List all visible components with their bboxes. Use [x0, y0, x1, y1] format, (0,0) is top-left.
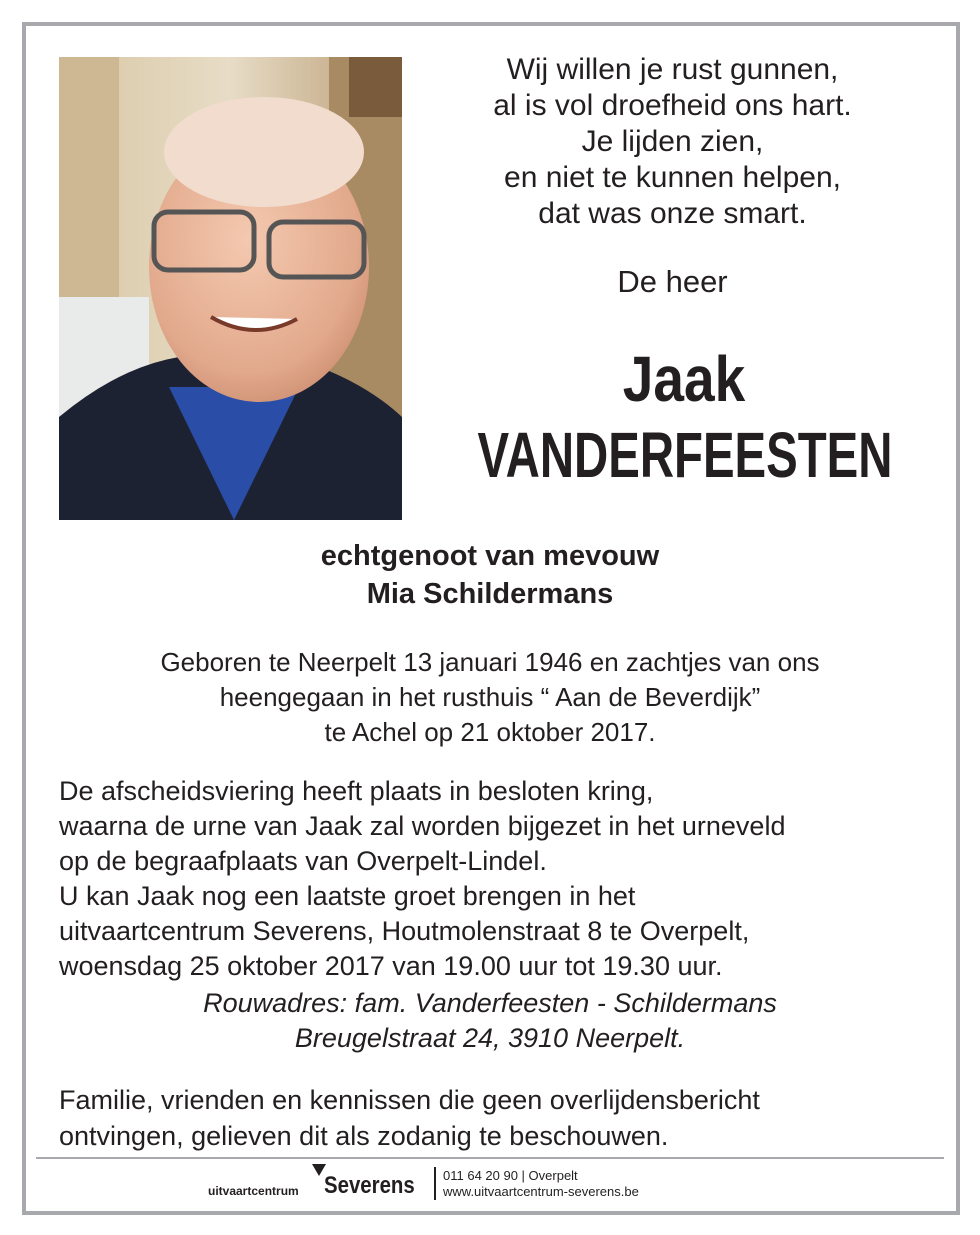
spouse-name: Mia Schildermans: [366, 578, 614, 610]
poem-line: al is vol droefheid ons hart.: [493, 89, 852, 122]
funeral-line: U kan Jaak nog een laatste groet brengen in het: [59, 881, 636, 911]
funeral-line: De afscheidsviering heeft plaats in besloten kring,: [59, 776, 654, 806]
notice-line: ontvingen, gelieven dit als zodanig te beschouwen.: [59, 1121, 669, 1151]
funeral-line: waarna de urne van Jaak zal worden bijgezet in het urneveld: [59, 811, 786, 841]
notice: [59, 1082, 939, 1154]
birth-death-details: [0, 645, 980, 750]
footer-divider: [36, 1157, 944, 1159]
poem-line: Wij willen je rust gunnen,: [506, 53, 839, 86]
address-line: Breugelstraat 24, 3910 Neerpelt.: [294, 1023, 686, 1053]
mourning-address: [0, 986, 980, 1056]
portrait-photo: [59, 57, 402, 520]
poem-line: en niet te kunnen helpen,: [504, 161, 841, 194]
funeral-line: op de begraafplaats van Overpelt-Lindel.: [59, 846, 547, 876]
website-link[interactable]: www.uitvaartcentrum-severens.be: [443, 1184, 639, 1199]
funeral-line: uitvaartcentrum Severens, Houtmolenstraat 8 te Overpelt,: [59, 916, 750, 946]
phone-line: 011 64 20 90 | Overpelt: [443, 1168, 578, 1183]
notice-line: Familie, vrienden en kennissen die geen overlijdensbericht: [59, 1085, 760, 1115]
footer-separator: [434, 1167, 436, 1200]
honorific: De heer: [617, 264, 728, 299]
address-line: Rouwadres: fam. Vanderfeesten - Schildermans: [203, 988, 777, 1018]
brand-small: uitvaartcentrum: [208, 1184, 299, 1198]
spouse-block: [0, 537, 980, 613]
detail-line: heengegaan in het rusthuis “ Aan de Beverdijk”: [219, 682, 761, 712]
footer: [0, 1162, 980, 1202]
last-name: VANDERFEESTEN: [477, 419, 893, 491]
spouse-line: echtgenoot van mevouw: [320, 540, 660, 572]
brand-name: Severens: [324, 1172, 415, 1199]
first-name: Jaak: [622, 343, 746, 415]
funeral-details: [59, 774, 939, 984]
poem-line: dat was onze smart.: [538, 197, 807, 230]
detail-line: Geboren te Neerpelt 13 januari 1946 en zachtjes van ons: [160, 647, 820, 677]
poem: [460, 52, 885, 232]
detail-line: te Achel op 21 oktober 2017.: [324, 717, 656, 747]
contact-info: [443, 1168, 639, 1200]
funeral-line: woensdag 25 oktober 2017 van 19.00 uur tot 19.30 uur.: [59, 951, 723, 981]
poem-line: Je lijden zien,: [581, 125, 764, 158]
